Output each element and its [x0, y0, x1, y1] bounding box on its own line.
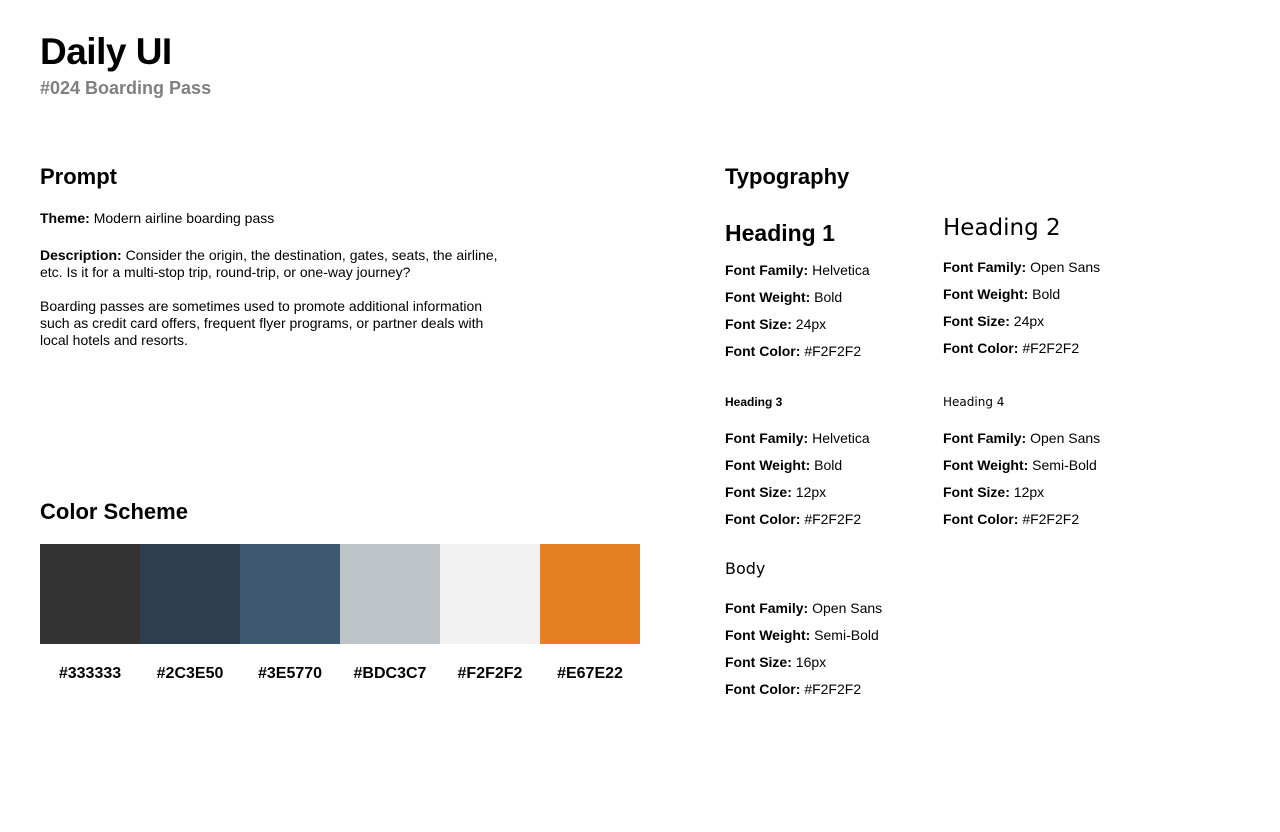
spec-size: Font Size: 24px [725, 316, 827, 332]
spec-weight: Font Weight: Bold [725, 457, 843, 473]
swatch-item [240, 544, 340, 684]
description-label: Description: [40, 247, 122, 263]
heading-3-sample: Heading 3 [725, 395, 783, 409]
spec-size: Font Size: 16px [725, 654, 827, 670]
color-swatches [40, 544, 640, 684]
body-sample: Body [725, 559, 766, 578]
swatch-label: #3E5770 [257, 665, 323, 682]
swatch-label: #F2F2F2 [457, 665, 523, 682]
heading-4-sample: Heading 4 [943, 395, 1005, 409]
color-swatch [340, 544, 440, 644]
prompt-heading: Prompt [40, 164, 117, 189]
spec-color: Font Color: #F2F2F2 [725, 511, 862, 527]
heading-4-spec [943, 395, 1100, 538]
spec-weight: Font Weight: Bold [725, 289, 843, 305]
spec-family: Font Family: Open Sans [725, 600, 883, 616]
swatch-label: #BDC3C7 [353, 665, 427, 682]
spec-color: Font Color: #F2F2F2 [725, 681, 862, 697]
spec-weight: Font Weight: Semi-Bold [725, 627, 879, 643]
spec-weight: Font Weight: Bold [943, 286, 1061, 302]
color-swatch [240, 544, 340, 644]
description-value: Consider the origin, the destination, gates, seats, the airline, etc. Is it for a multi-stop trip, round-trip, or one-way journey? [40, 247, 498, 280]
prompt-theme [40, 210, 510, 227]
swatch-item [140, 544, 240, 684]
spec-color: Font Color: #F2F2F2 [943, 340, 1080, 356]
swatch-label: #2C3E50 [156, 665, 224, 682]
heading-2-sample: Heading 2 [943, 215, 1061, 241]
heading-1-sample: Heading 1 [725, 220, 835, 246]
body-spec [725, 559, 882, 708]
prompt-description [40, 247, 510, 281]
spec-family: Font Family: Helvetica [725, 262, 870, 278]
page-title: Daily UI [40, 31, 172, 72]
color-swatch [40, 544, 140, 644]
page-subtitle: #024 Boarding Pass [40, 78, 212, 98]
color-swatch [540, 544, 640, 644]
spec-size: Font Size: 24px [943, 313, 1045, 329]
spec-size: Font Size: 12px [943, 484, 1045, 500]
heading-1-spec [725, 219, 870, 370]
swatch-item [440, 544, 540, 684]
color-scheme-heading: Color Scheme [40, 499, 188, 524]
heading-2-spec [943, 214, 1100, 367]
heading-3-spec [725, 395, 870, 538]
color-swatch [140, 544, 240, 644]
swatch-label: #333333 [58, 665, 122, 682]
spec-family: Font Family: Open Sans [943, 259, 1101, 275]
color-swatch [440, 544, 540, 644]
spec-family: Font Family: Helvetica [725, 430, 870, 446]
spec-weight: Font Weight: Semi-Bold [943, 457, 1097, 473]
theme-label: Theme: [40, 210, 90, 226]
spec-color: Font Color: #F2F2F2 [943, 511, 1080, 527]
prompt-extra: Boarding passes are sometimes used to promote additional information such as credit card offers, frequent flyer programs, or partner deals with local hotels and resorts. [40, 298, 484, 348]
swatch-item [40, 544, 140, 684]
swatch-item [540, 544, 640, 684]
swatch-label: #E67E22 [557, 665, 623, 682]
swatch-item [340, 544, 440, 684]
spec-family: Font Family: Open Sans [943, 430, 1101, 446]
spec-size: Font Size: 12px [725, 484, 827, 500]
typography-heading: Typography [725, 164, 850, 189]
theme-value: Modern airline boarding pass [93, 210, 275, 226]
spec-color: Font Color: #F2F2F2 [725, 343, 862, 359]
